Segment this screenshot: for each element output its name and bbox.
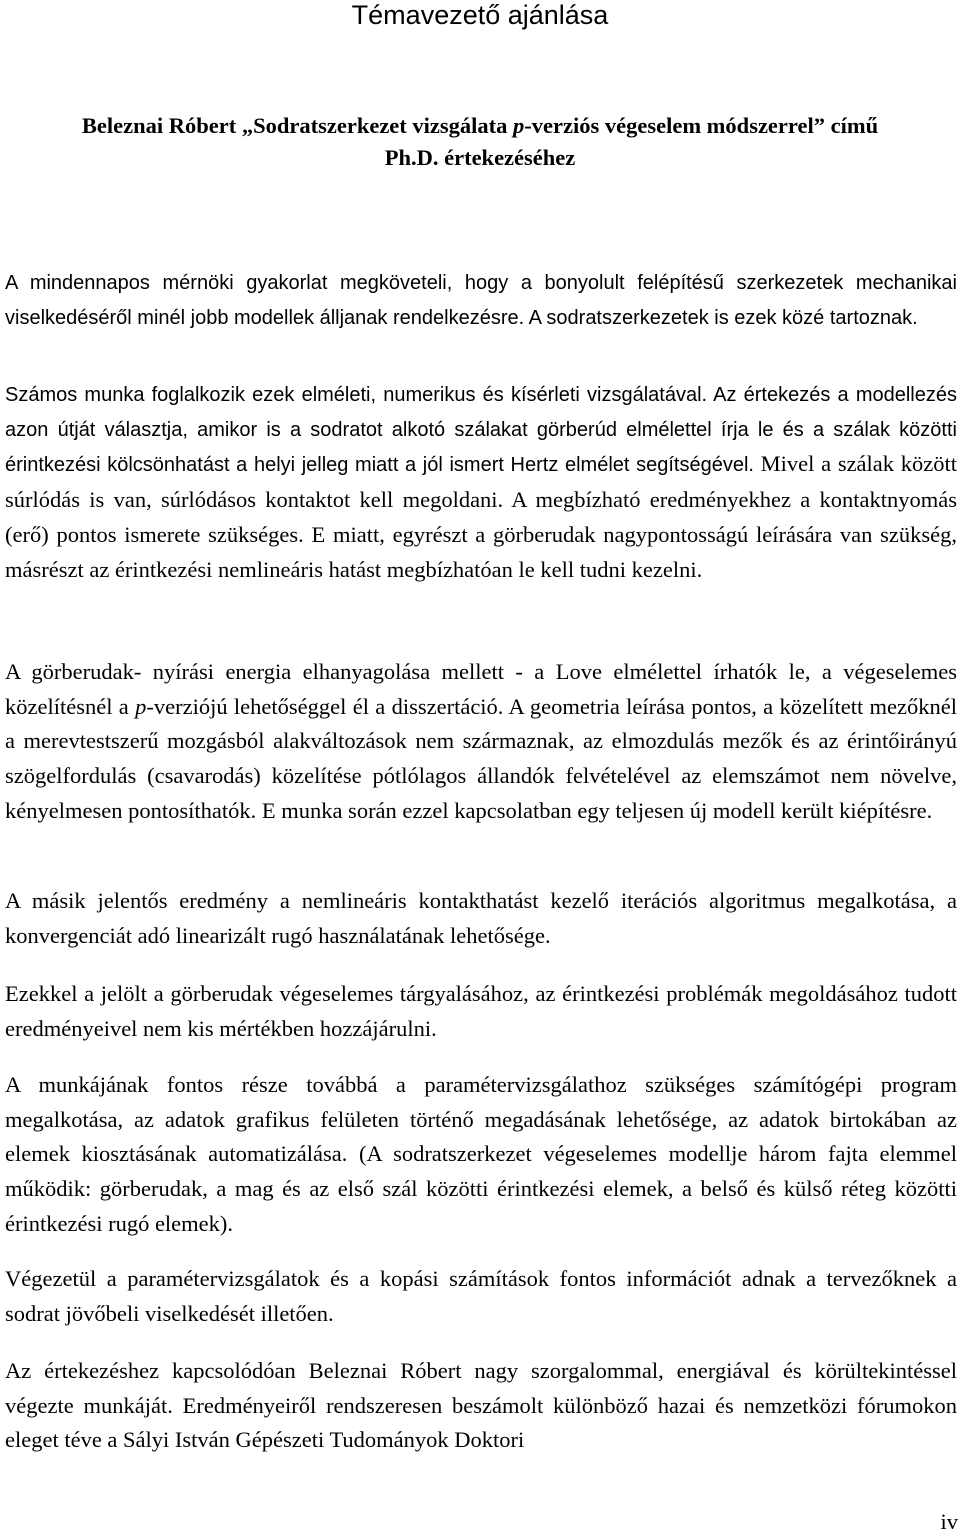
paragraph-7: Végezetül a paramétervizsgálatok és a kopási számítások fontos információt adnak a tervezőknek a sodrat jövőbeli viselkedését illetően. (5, 1266, 957, 1326)
paragraph-2 (5, 378, 957, 587)
subtitle-line-1 (0, 110, 960, 142)
paragraph-3 (5, 655, 957, 829)
paragraph-2-sans-part: Számos munka foglalkozik ezek elméleti, numerikus és kísérleti vizsgálatával. Az értekezés a modellezés azon útját választja, amikor is a sodratot alkotó szálakat görberúd elmélettel írja le és a szálak közötti érintkezési kölcsönhatást a helyi jelleg miatt a jól ismert Hertz elmélet segítségével. (5, 384, 957, 477)
subtitle-line-1-prefix: Beleznai Róbert „Sodratszerkezet vizsgálata (81, 113, 514, 138)
paragraph-4: A másik jelentős eredmény a nemlineáris kontakthatást kezelő iterációs algoritmus megalkotása, a konvergenciát adó linearizált rugó használatának lehetősége. (5, 888, 957, 948)
paragraph-6: A munkájának fontos része továbbá a paramétervizsgálathoz szükséges számítógépi program megalkotása, az adatok grafikus felületen történő megadásának lehetősége, az adatok birtokában az elemek kiosztásának automatizálása. (A sodratszerkezet végeselemes modellje három fajta elemmel működik: görberudak, a mag és az első szál közötti érintkezési elemek, a belső és külső réteg közötti érintkezési rugó elemek). (5, 1072, 957, 1236)
subtitle-line-2: Ph.D. értekezéséhez (384, 145, 576, 170)
paragraph-3-prefix: A görberudak- nyírási energia elhanyagolása mellett - a Love elmélettel írhatók le, a végeselemes közelítésnél a (5, 659, 957, 719)
page-title: Témavezető ajánlása (351, 0, 609, 30)
paragraph-5: Ezekkel a jelölt a görberudak végeselemes tárgyalásához, az érintkezési problémák megoldásához tudott eredményeivel nem kis mértékben hozzájárulni. (5, 981, 957, 1041)
page-number: iv (940, 1509, 958, 1534)
paragraph-3-suffix: -verziójú lehetőséggel él a disszertáció. A geometria leírása pontos, a közelített mezőknél a merevtestszerű mozgásból alakváltozások nem származnak, az elmozdulás mezők és az érintőirányú szögelfordulás (csavarodás) közelítése pótlólagos állandók felvételével az elemszámot nem növelve, kényelmesen pontosíthatók. E munka során ezzel kapcsolatban egy teljesen új modell került kiépítésre. (5, 693, 958, 823)
paragraph-1: A mindennapos mérnöki gyakorlat megköveteli, hogy a bonyolult felépítésű szerkezetek mechanikai viselkedéséről minél jobb modellek álljanak rendelkezésre. A sodratszerkezetek is ezek közé tartoznak. (5, 272, 957, 329)
subtitle-line-1-italic: p (513, 113, 525, 138)
dissertation-subtitle (0, 110, 960, 174)
paragraph-8: Az értekezéshez kapcsolódóan Beleznai Róbert nagy szorgalommal, energiával és körültekintéssel végezte munkáját. Eredményeiről rendszeresen beszámolt különböző hazai és nemzetközi fórumokon eleget téve a Sályi István Gépészeti Tudományok Doktori (5, 1358, 957, 1453)
paragraph-3-italic: p (135, 693, 147, 719)
paragraph-2-serif-part: Mivel a szálak között súrlódás is van, súrlódásos kontaktot kell megoldani. A megbízható eredményekhez a kontaktnyomás (erő) pontos ismerete szükséges. E miatt, egyrészt a görberudak nagypontosságú leírására van szükség, másrészt az érintkezési nemlineáris hatást megbízhatóan le kell tudni kezelni. (5, 451, 957, 582)
subtitle-line-1-suffix: -verziós végeselem módszerrel” című (524, 113, 879, 138)
